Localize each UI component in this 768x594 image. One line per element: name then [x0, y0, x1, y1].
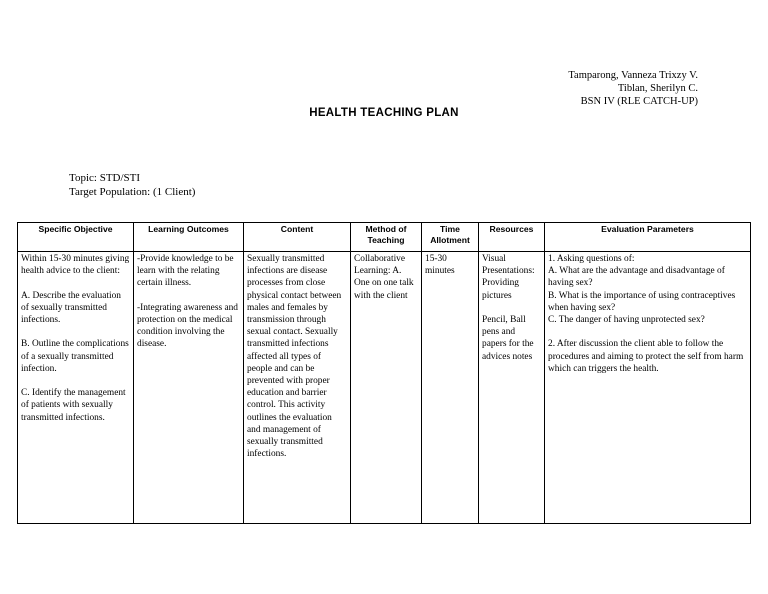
cell-content — [244, 252, 351, 524]
header-time-allotment: Time Allotment — [422, 223, 479, 252]
cell-method-of-teaching — [351, 252, 422, 524]
plan-meta — [69, 171, 195, 199]
evaluation-line-1: 1. Asking questions of: — [548, 254, 635, 264]
header-learning-outcomes: Learning Outcomes — [134, 223, 244, 252]
time-text: 15-30 minutes — [425, 254, 455, 277]
author-block — [568, 69, 698, 108]
evaluation-line-b: B. What is the importance of using contraceptives when having sex? — [548, 290, 736, 313]
teaching-plan-table — [17, 222, 751, 524]
header-specific-objective: Specific Objective — [18, 223, 134, 252]
cell-time-allotment — [422, 252, 479, 524]
outcome-1: -Provide knowledge to be learn with the relating certain illness. — [137, 254, 234, 289]
header-evaluation-parameters: Evaluation Parameters — [545, 223, 751, 252]
resource-2: Pencil, Ball pens and papers for the advices notes — [482, 315, 534, 362]
table-header-row — [18, 223, 751, 252]
topic-label: Topic: STD/STI — [69, 172, 141, 184]
method-text: Collaborative Learning: A. One on one talk with the client — [354, 254, 414, 301]
evaluation-line-c: C. The danger of having unprotected sex? — [548, 315, 705, 326]
resource-1: Visual Presentations: Providing pictures — [482, 254, 535, 301]
evaluation-followup: 2. After discussion the client able to follow the procedures and aiming to protect the self from harm which can triggers the health. — [548, 339, 744, 374]
header-resources: Resources — [479, 223, 545, 252]
target-population-label: Target Population: (1 Client) — [69, 186, 196, 198]
author-name-2: Tiblan, Sherilyn C. — [617, 83, 698, 94]
objective-intro: Within 15-30 minutes giving health advice to the client: — [21, 254, 130, 277]
objective-c: C. Identify the management of patients with sexually transmitted infections. — [21, 388, 126, 423]
page-title: HEALTH TEACHING PLAN — [309, 107, 459, 119]
objective-b: B. Outline the complications of a sexually transmitted infection. — [21, 339, 129, 374]
cell-specific-objective — [18, 252, 134, 524]
table-row — [18, 252, 751, 524]
evaluation-line-a: A. What are the advantage and disadvantage of having sex? — [548, 266, 725, 289]
cell-learning-outcomes — [134, 252, 244, 524]
course-label: BSN IV (RLE CATCH-UP) — [580, 96, 698, 107]
evaluation-question-block — [548, 253, 747, 326]
header-method-of-teaching: Method of Teaching — [351, 223, 422, 252]
outcome-2: -Integrating awareness and protection on the medical condition involving the disease. — [137, 302, 238, 350]
author-name-1: Tamparong, Vanneza Trixzy V. — [568, 70, 698, 81]
cell-resources — [479, 252, 545, 524]
content-text: Sexually transmitted infections are disease processes from close physical contact between males and females by transmission through sexual contact. Sexually transmitted infections affected all types of people and can be prevented with proper education and barrier control. This activity outlines the evaluation and management of sexually transmitted infections. — [247, 254, 342, 460]
cell-evaluation-parameters — [545, 252, 751, 524]
header-content: Content — [244, 223, 351, 252]
objective-a: A. Describe the evaluation of sexually transmitted infections. — [21, 290, 121, 325]
